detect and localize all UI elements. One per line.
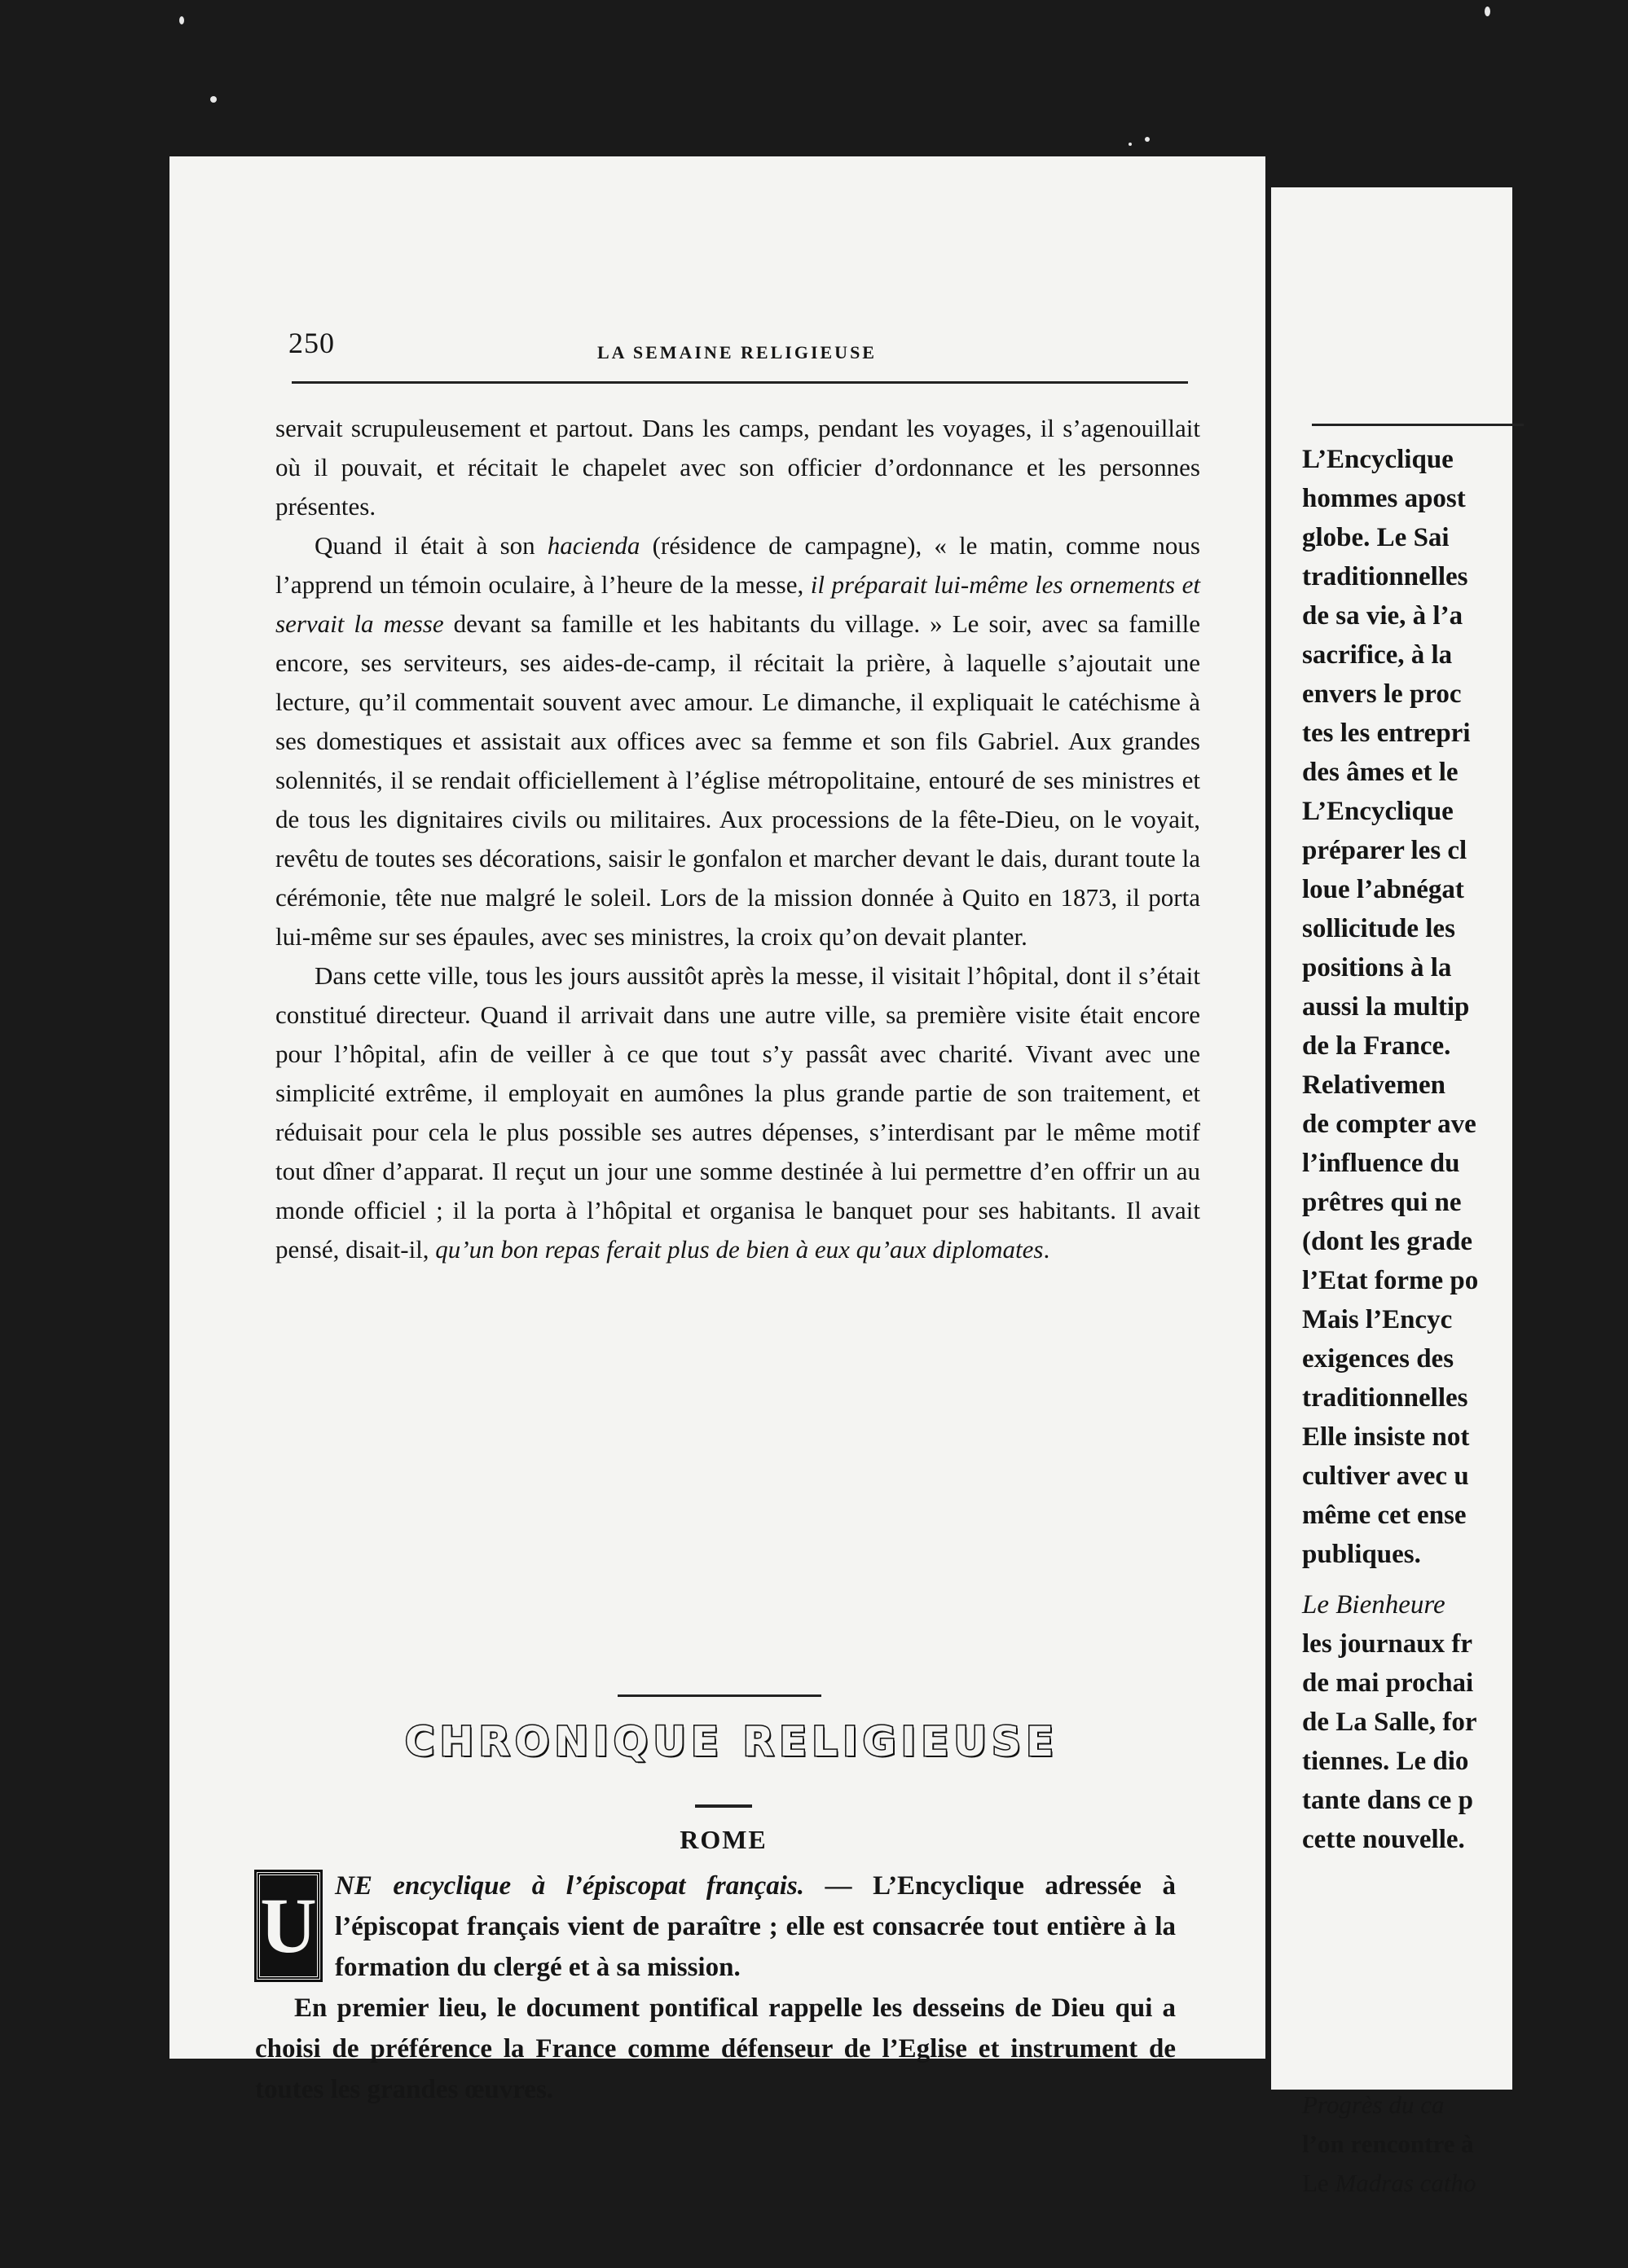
chronique-paragraph xyxy=(255,1866,1176,1988)
right-page-line xyxy=(1302,2164,1628,2203)
text-run: devant sa famille et les habitants du village. » Le soir, avec sa famille encore, ses serviteurs, ses aides-de-camp, il récitait la prière, à laquelle s’ajoutait une lecture, qu’il commentait souvent avec amour. Le dimanche, il expliquait le catéchisme à ses domestiques et assistait aux offices avec sa femme et son fils Gabriel. Aux grandes solennités, il se rendait officiellement à l’église métropolitaine, entouré de ses ministres et de tous les dignitaires civils ou militaires. Aux processions de la fête-Dieu, on le voyait, revêtu de toutes ses décorations, saisir le gonfalon et marcher devant le dais, durant toute la cérémonie, tête nue malgré le soleil. Lors de la mission donnée à Quito en 1873, il porta lui-même sur ses épaules, avec ses ministres, la croix qu’on devait planter. xyxy=(275,609,1200,951)
right-page-fragment xyxy=(1271,187,1512,2197)
right-page-line: envers le proc xyxy=(1302,679,1462,709)
right-page-line: Le Bienheure xyxy=(1302,1590,1445,1620)
dust-speck xyxy=(1485,7,1490,16)
section-separator-rule xyxy=(618,1694,821,1697)
right-page-line: de sa vie, à l’a xyxy=(1302,601,1463,631)
right-page-line: cette nouvelle. xyxy=(1302,1825,1465,1854)
right-page-line: (dont les grade xyxy=(1302,1227,1472,1256)
right-page-line: traditionnelles xyxy=(1302,562,1468,591)
right-page-line: l’Etat forme po xyxy=(1302,1266,1479,1295)
article-paragraph xyxy=(275,526,1200,956)
chronique-paragraph: En premier lieu, le document pontifical rappelle les desseins de Dieu qui a choisi de préférence la France comme défenseur de l’Eglise et instrument de toutes les grandes œuvres. xyxy=(255,1993,1176,2104)
chronique-lead-italic: NE encyclique à l’épiscopat français. xyxy=(335,1871,804,1901)
italic-text: hacienda xyxy=(547,531,640,560)
right-page-line: Relativemen xyxy=(1302,1070,1445,1100)
text-run: Dans cette ville, tous les jours aussitôt après la messe, il visitait l’hôpital, dont il s’était constitué directeur. Quand il arrivait dans une autre ville, sa première visite était encore pour l’hôpital, afin de veiller à ce que tout s’y passât avec charité. Vivant avec une simplicité extrême, il employait en aumônes la plus grande partie de son traitement, et réduisait pour cela le plus possible ses autres dépenses, s’interdisant par le même motif tout dîner d’apparat. Il reçut un jour une somme destinée à lui permettre d’en offrir un au monde officiel ; il la porta à l’hôpital et organisa le banquet pour ses habitants. Il avait pensé, disait-il, xyxy=(275,961,1200,1264)
text-run: Le xyxy=(1302,2169,1335,2197)
article-paragraph xyxy=(275,409,1200,526)
right-page-line: Elle insiste not xyxy=(1302,1422,1470,1452)
right-page-line: de la France. xyxy=(1302,1031,1451,1061)
right-page-line: hommes apost xyxy=(1302,484,1466,513)
italic-text: Madras catho xyxy=(1335,2169,1476,2197)
text-run: (résidence de campagne), « le matin, comme nous l’apprend un témoin oculaire, à l’heure de la messe, xyxy=(275,531,1200,599)
right-page-line: préparer les cl xyxy=(1302,836,1467,865)
right-page-line: l’on rencontre à xyxy=(1302,2130,1474,2158)
text-run: servait scrupuleusement et partout. Dans les camps, pendant les voyages, il s’agenouillait où il pouvait, et récitait le chapelet avec son officier d’ordonnance et les personnes présentes. xyxy=(275,414,1200,521)
right-page-lower-lines xyxy=(1302,2086,1628,2203)
dust-speck xyxy=(1129,143,1132,146)
text-run: Quand il était à son xyxy=(315,531,548,560)
article-paragraph xyxy=(275,956,1200,1269)
right-page-line: loue l’abnégat xyxy=(1302,875,1464,904)
left-page xyxy=(169,156,1265,2104)
right-page-line: exigences des xyxy=(1302,1344,1454,1374)
right-page-line: tiennes. Le dio xyxy=(1302,1747,1469,1776)
right-page-line: cultiver avec u xyxy=(1302,1461,1469,1491)
right-page-line: des âmes et le xyxy=(1302,758,1459,787)
chronique-lead-text: — L’Encyclique adressée à l’épiscopat français vient de paraître ; elle est consacrée tout entière à la formation du clergé et à sa mission. xyxy=(335,1871,1176,1982)
right-page-line: Progrès du ca xyxy=(1302,2090,1445,2119)
right-page-line: publiques. xyxy=(1302,1540,1421,1569)
section-title: CHRONIQUE RELIGIEUSE xyxy=(404,1718,1059,1765)
dust-speck xyxy=(210,96,217,103)
right-page-lines xyxy=(1302,440,1628,1859)
right-page-line: de mai prochai xyxy=(1302,1668,1474,1698)
italic-text: qu’un bon repas ferait plus de bien à eux qu’aux diplomates xyxy=(435,1235,1044,1264)
short-rule xyxy=(695,1804,752,1808)
right-page-line: L’Encyclique xyxy=(1302,797,1454,826)
right-page-line: même cet ense xyxy=(1302,1501,1467,1530)
right-page-line: les journaux fr xyxy=(1302,1629,1472,1659)
drop-cap-ornament: U xyxy=(257,1872,320,1980)
header-rule xyxy=(1312,424,1524,426)
page-number: 250 xyxy=(288,327,335,359)
chronique-body xyxy=(255,1866,1176,2110)
right-page-line: aussi la multip xyxy=(1302,992,1470,1022)
right-page-line: sollicitude les xyxy=(1302,914,1455,943)
header-rule xyxy=(292,381,1188,384)
running-head: LA SEMAINE RELIGIEUSE xyxy=(597,342,877,363)
right-page-line: prêtres qui ne xyxy=(1302,1188,1462,1217)
right-page-line: traditionnelles xyxy=(1302,1383,1468,1413)
italic-text: il préparait lui-même les ornements et servait la messe xyxy=(275,570,1200,638)
right-page-line: de La Salle, for xyxy=(1302,1708,1477,1737)
right-page-line: positions à la xyxy=(1302,953,1452,982)
right-page-line: tante dans ce p xyxy=(1302,1786,1473,1815)
right-page-line: tes les entrepri xyxy=(1302,719,1471,748)
right-page-line: l’influence du xyxy=(1302,1149,1460,1178)
right-page-line: globe. Le Sai xyxy=(1302,523,1450,552)
dust-speck xyxy=(1145,137,1150,142)
right-page-line: L’Encyclique xyxy=(1302,445,1454,474)
right-page-line: sacrifice, à la xyxy=(1302,640,1453,670)
text-run: . xyxy=(1043,1235,1050,1264)
right-page-line: Mais l’Encyc xyxy=(1302,1305,1453,1334)
subsection-title: ROME xyxy=(680,1825,768,1854)
dust-speck xyxy=(179,16,184,24)
article-body xyxy=(275,409,1200,1269)
right-page-line: de compter ave xyxy=(1302,1110,1476,1139)
